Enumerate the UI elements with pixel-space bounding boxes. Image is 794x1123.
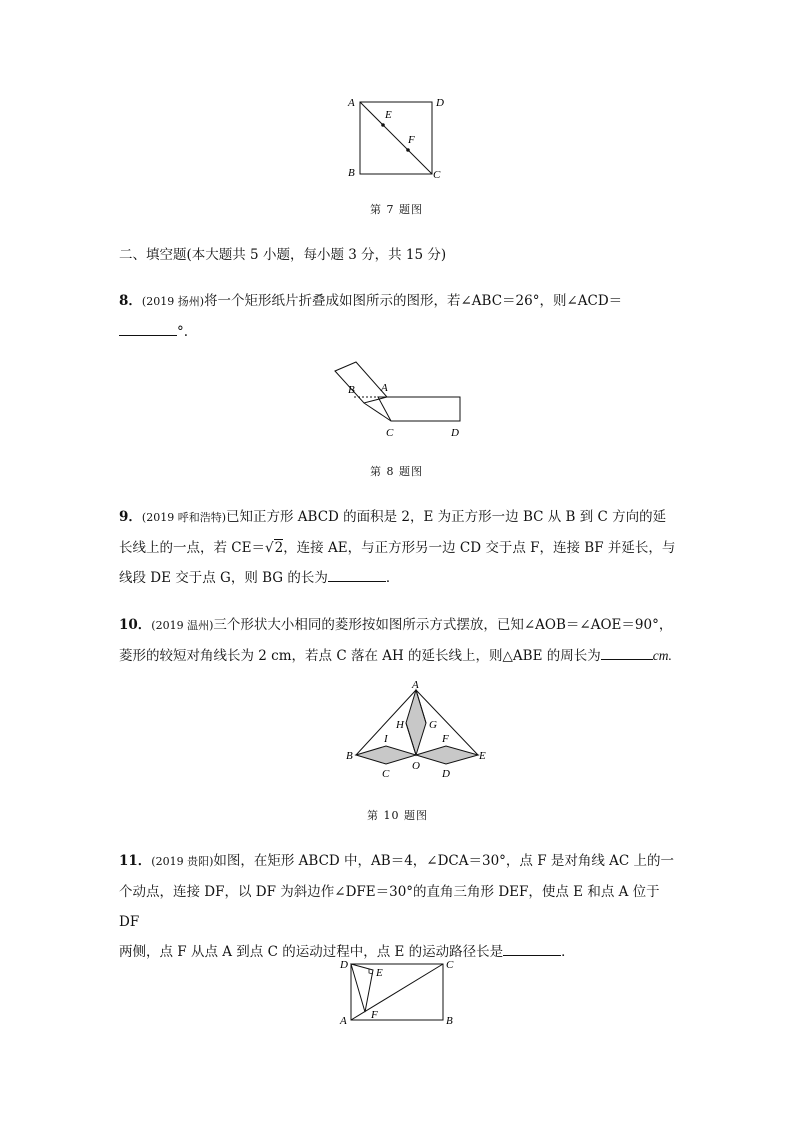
diagonal-ac bbox=[360, 102, 432, 174]
figure-7-caption: 第 7 题图 bbox=[370, 203, 423, 216]
point-f bbox=[406, 148, 410, 152]
label-c: C bbox=[386, 427, 394, 439]
label-i: I bbox=[384, 733, 388, 745]
answer-blank[interactable] bbox=[601, 645, 653, 660]
question-source: (2019 扬州) bbox=[141, 295, 204, 308]
label-b: B bbox=[346, 750, 353, 762]
label-e: E bbox=[479, 750, 486, 762]
figure-8-caption: 第 8 题图 bbox=[370, 465, 423, 478]
label-d: D bbox=[436, 97, 444, 109]
question-text-line3b: ． bbox=[561, 944, 575, 960]
question-text-line2a: 长线上的一点，若 CE＝ bbox=[119, 540, 265, 556]
question-text-line3a: 两侧，点 F 从点 A 到点 C 的运动过程中，点 E 的运动路径长是 bbox=[119, 944, 504, 960]
answer-blank[interactable] bbox=[119, 321, 177, 336]
question-source: (2019 贵阳) bbox=[151, 855, 214, 868]
question-source: (2019 呼和浩特) bbox=[141, 511, 226, 524]
label-e: E bbox=[385, 109, 392, 121]
question-11 bbox=[119, 846, 679, 967]
rhombus-left bbox=[356, 746, 416, 764]
question-text-line1: 已知正方形 ABCD 的面积是 2，E 为正方形一边 BC 从 B 到 C 方向的延 bbox=[225, 509, 667, 525]
label-c: C bbox=[446, 959, 454, 971]
point-e bbox=[381, 123, 385, 127]
label-h: H bbox=[396, 719, 404, 731]
rhombus-right bbox=[416, 746, 478, 764]
question-text-line2b: cm. bbox=[652, 648, 672, 663]
figure-10 bbox=[340, 680, 490, 784]
label-c: C bbox=[382, 768, 390, 780]
question-text-line3a: 线段 DE 交于点 G，则 BG 的长为 bbox=[119, 570, 328, 586]
question-text-end: °. bbox=[177, 324, 189, 340]
question-10 bbox=[119, 610, 679, 671]
section-heading: 二、填空题(本大题共 5 小题，每小题 3 分，共 15 分) bbox=[119, 247, 447, 263]
label-f: F bbox=[371, 1009, 378, 1021]
label-a: A bbox=[348, 97, 355, 109]
answer-blank[interactable] bbox=[503, 941, 561, 956]
fold-line-bc bbox=[364, 403, 391, 421]
triangle-def bbox=[351, 964, 373, 1012]
label-d: D bbox=[442, 768, 450, 780]
sqrt-expression bbox=[265, 533, 283, 563]
question-number: 8． bbox=[119, 293, 142, 309]
figure-11 bbox=[335, 952, 465, 1030]
question-text-line2: 个动点，连接 DF，以 DF 为斜边作∠DFE＝30°的直角三角形 DEF，使点 E 和点 A 位于 DF bbox=[119, 884, 660, 930]
question-text-line3b: ． bbox=[385, 570, 400, 586]
question-number: 10． bbox=[119, 617, 152, 633]
label-b: B bbox=[446, 1015, 453, 1027]
sqrt-symbol: √ bbox=[264, 540, 274, 556]
label-f: F bbox=[442, 733, 449, 745]
rhombus-top bbox=[406, 690, 426, 755]
question-source: (2019 温州) bbox=[151, 619, 214, 632]
label-o: O bbox=[412, 760, 420, 772]
label-f: F bbox=[408, 134, 415, 146]
label-a: A bbox=[381, 382, 388, 394]
label-g: G bbox=[429, 719, 437, 731]
label-e: E bbox=[376, 967, 383, 979]
question-number: 9． bbox=[119, 509, 142, 525]
figure-7 bbox=[340, 92, 460, 184]
label-b: B bbox=[348, 167, 355, 179]
answer-blank[interactable] bbox=[328, 567, 386, 582]
figure-10-caption: 第 10 题图 bbox=[367, 809, 428, 822]
question-text-line2b: ，连接 AE，与正方形另一边 CD 交于点 F，连接 BF 并延长，与 bbox=[283, 540, 676, 556]
question-text: 将一个矩形纸片折叠成如图所示的图形，若∠ABC＝26°，则∠ACD＝ bbox=[203, 293, 623, 309]
label-a: A bbox=[340, 1015, 347, 1027]
question-text-line1: 如图，在矩形 ABCD 中，AB＝4，∠DCA＝30°，点 F 是对角线 AC 上的一 bbox=[213, 853, 675, 869]
question-8 bbox=[119, 286, 679, 347]
question-9 bbox=[119, 502, 679, 593]
label-a: A bbox=[412, 680, 419, 691]
question-number: 11． bbox=[119, 853, 152, 869]
question-text-line2a: 菱形的较短对角线长为 2 cm，若点 C 落在 AH 的延长线上，则△ABE 的周长为 bbox=[119, 648, 601, 664]
question-text-line1: 三个形状大小相同的菱形按如图所示方式摆放，已知∠AOB＝∠AOE＝90°， bbox=[213, 617, 673, 633]
label-c: C bbox=[433, 169, 441, 181]
figure-8 bbox=[330, 358, 470, 442]
label-b: B bbox=[348, 384, 355, 396]
label-d: D bbox=[451, 427, 459, 439]
sqrt-value: 2 bbox=[274, 540, 284, 556]
strip-cd bbox=[378, 397, 460, 421]
label-d: D bbox=[340, 959, 348, 971]
